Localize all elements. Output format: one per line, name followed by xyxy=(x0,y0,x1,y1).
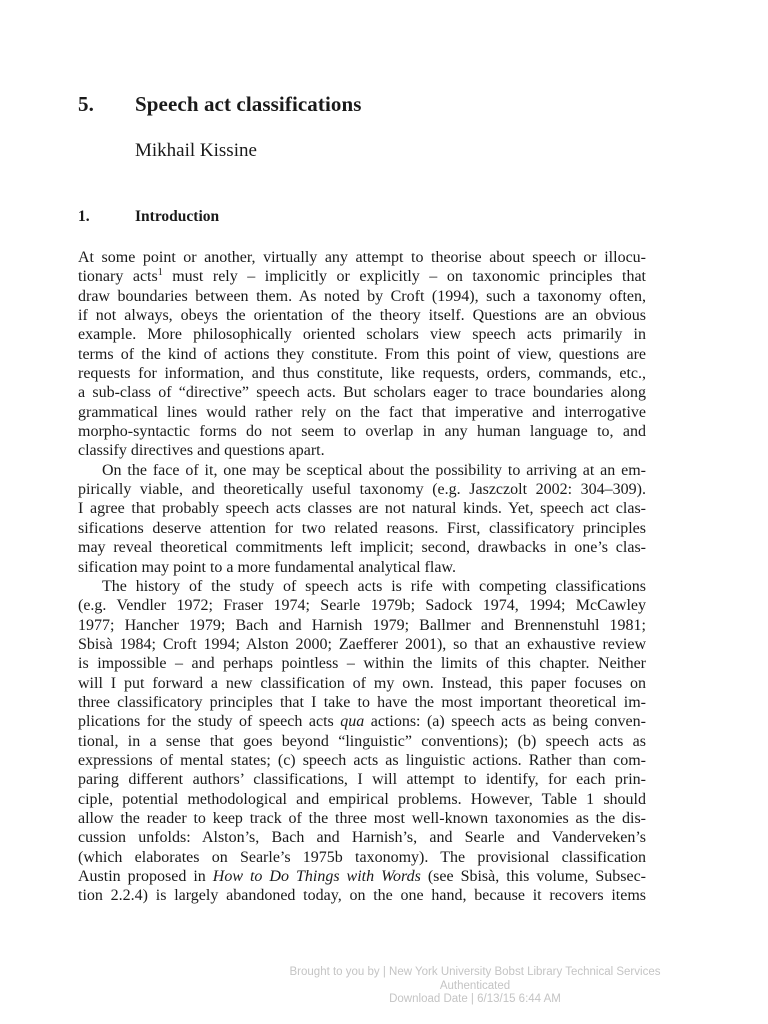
text-line xyxy=(78,480,646,499)
footnote-marker[interactable]: 1 xyxy=(157,267,163,279)
text-segment: a sub-class of “directive” speech acts. But scholars eager to trace boundaries along xyxy=(78,384,646,402)
text-line xyxy=(78,616,646,635)
text-line xyxy=(78,886,646,905)
chapter-number: 5. xyxy=(78,92,94,116)
text-line xyxy=(78,461,646,480)
section-heading xyxy=(78,208,219,226)
text-line xyxy=(78,809,646,828)
text-line xyxy=(78,287,646,306)
text-segment: allow the reader to keep track of the three most well-known taxonomies as the dis- xyxy=(78,809,646,827)
text-segment: sifications deserve attention for two related reasons. First, classificatory principles xyxy=(78,519,646,537)
text-line xyxy=(78,732,646,751)
text-segment: (e.g. Vendler 1972; Fraser 1974; Searle 1979b; Sadock 1974, 1994; McCawley xyxy=(78,597,646,615)
text-segment: terms of the kind of actions they constitute. From this point of view, questions are xyxy=(78,345,646,363)
text-segment: draw boundaries between them. As noted by Croft (1994), such a taxonomy often, xyxy=(78,287,646,305)
italic-text: qua xyxy=(340,713,365,731)
text-segment: may reveal theoretical commitments left implicit; second, drawbacks in one’s clas- xyxy=(78,539,646,557)
section-number: 1. xyxy=(78,208,90,225)
text-line xyxy=(78,770,646,789)
paragraph xyxy=(78,248,646,461)
text-segment: tionary acts xyxy=(78,268,158,286)
text-line xyxy=(78,538,646,557)
text-line xyxy=(78,558,646,577)
text-segment: if not always, obeys the orientation of the theory itself. Questions are an obvious xyxy=(78,307,646,325)
text-segment: grammatical lines would rather rely on the fact that imperative and interrogative xyxy=(78,403,646,421)
text-line xyxy=(78,674,646,693)
text-line xyxy=(78,790,646,809)
text-line xyxy=(78,422,646,441)
text-segment: requests for information, and thus constitute, like requests, orders, commands, etc., xyxy=(78,365,646,383)
text-segment: (see Sbisà, this volume, Subsec- xyxy=(420,868,646,885)
text-line xyxy=(78,519,646,538)
text-line xyxy=(78,441,646,460)
chapter-title: Speech act classifications xyxy=(135,92,362,116)
text-segment: morpho-syntactic forms do not seem to overlap in any human language to, and xyxy=(78,423,646,441)
text-line xyxy=(78,635,646,654)
text-segment: three classificatory principles that I take to have the most important theoretical im- xyxy=(78,693,646,711)
section-title: Introduction xyxy=(135,208,220,225)
text-segment: (which elaborates on Searle’s 1975b taxonomy). The provisional classification xyxy=(78,848,646,866)
text-segment: pirically viable, and theoretically useful taxonomy (e.g. Jaszczolt 2002: 304–309). xyxy=(78,481,646,499)
text-segment: The history of the study of speech acts is rife with competing classifications xyxy=(102,577,646,595)
text-line xyxy=(78,499,646,518)
footer-provider: Brought to you by | New York University Bobst Library Technical Services xyxy=(289,966,661,978)
text-segment: classify directives and questions apart. xyxy=(78,442,325,460)
text-line xyxy=(78,364,646,383)
text-segment: I agree that probably speech acts classes are not natural kinds. Yet, speech act clas- xyxy=(78,500,646,518)
text-line xyxy=(78,848,646,867)
text-line xyxy=(78,383,646,402)
text-line xyxy=(78,577,646,596)
text-segment: plications for the study of speech acts xyxy=(78,713,341,731)
text-line xyxy=(78,403,646,422)
text-line xyxy=(78,306,646,325)
paragraph xyxy=(78,577,646,906)
text-segment: Sbisà 1984; Croft 1994; Alston 2000; Zaefferer 2001), so that an exhaustive review xyxy=(78,635,646,653)
text-line xyxy=(78,693,646,712)
text-line xyxy=(78,654,646,673)
text-line xyxy=(78,751,646,770)
download-watermark xyxy=(255,966,695,1007)
text-line xyxy=(78,345,646,364)
text-segment: On the face of it, one may be sceptical about the possibility to arriving at an em- xyxy=(102,461,646,479)
text-segment: tion 2.2.4) is largely abandoned today, on the one hand, because it recovers items xyxy=(78,887,646,905)
text-segment: expressions of mental states; (c) speech acts as linguistic actions. Rather than com- xyxy=(78,751,646,769)
text-segment: sification may point to a more fundamental analytical flaw. xyxy=(78,558,456,576)
text-segment: tional, in a sense that goes beyond “linguistic” conventions); (b) speech acts as xyxy=(78,732,646,750)
footer-date: Download Date | 6/13/15 6:44 AM xyxy=(389,993,561,1005)
text-line xyxy=(78,267,646,286)
text-segment: must rely – implicitly or explicitly – on taxonomic principles that xyxy=(162,268,646,286)
text-segment: example. More philosophically oriented scholars view speech acts primarily in xyxy=(78,326,646,344)
paragraph xyxy=(78,461,646,577)
text-segment: is impossible – and perhaps pointless – within the limits of this chapter. Neither xyxy=(78,655,646,673)
body-text xyxy=(78,248,646,906)
footer-auth: Authenticated xyxy=(439,979,511,992)
italic-text: How to Do Things with Words xyxy=(212,868,421,885)
text-segment: cussion unfolds: Alston’s, Bach and Harnish’s, and Searle and Vanderveken’s xyxy=(78,829,646,847)
chapter-heading xyxy=(78,92,362,117)
text-line xyxy=(78,596,646,615)
text-segment: At some point or another, virtually any attempt to theorise about speech or illocu- xyxy=(78,249,646,266)
text-segment: Austin proposed in xyxy=(78,868,213,885)
author-name: Mikhail Kissine xyxy=(135,140,257,161)
text-line xyxy=(78,712,646,731)
text-segment: actions: (a) speech acts as being conven- xyxy=(364,713,646,731)
text-line xyxy=(78,828,646,847)
text-segment: paring different authors’ classifications, I will attempt to identify, for each prin- xyxy=(78,771,646,789)
text-line xyxy=(78,325,646,344)
text-line xyxy=(78,248,646,267)
text-line xyxy=(78,867,646,886)
text-segment: will I put forward a new classification of my own. Instead, this paper focuses on xyxy=(78,674,646,692)
text-segment: ciple, potential methodological and empirical problems. However, Table 1 should xyxy=(78,790,646,808)
text-segment: 1977; Hancher 1979; Bach and Harnish 1979; Ballmer and Brennenstuhl 1981; xyxy=(78,616,646,634)
